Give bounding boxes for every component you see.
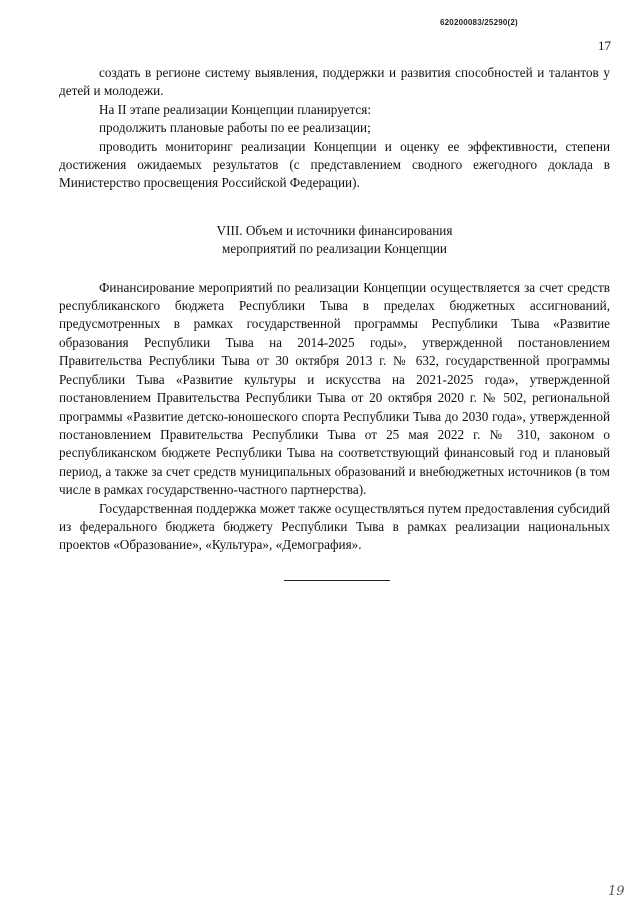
paragraph-financing: Финансирование мероприятий по реализации Концепции осуществляется за счет средств республиканского бюджета Республики Тыва в пределах бюджетных ассигнований, предусмотренных в рамках государственной программы Республики Тыва «Развитие образования Республики Тыва на 2014-2025 годы», утвержденной постановлением Правительства Республики Тыва от 30 октября 2013 г. № 632, государственной программы Республики Тыва «Развитие культуры и искусства на 2021-2025 года», утвержденной постановлением Правительства Республики Тыва от 20 октября 2020 г. № 502, региональной программы «Развитие детско-юношеского спорта Республики Тыва до 2030 года», утвержденной постановлением Правительства Республики Тыва от 25 мая 2022 г. № 310, законом о республиканском бюджете Республики Тыва на соответствующий финансовый год и плановый период, а также за счет средств муниципальных образований и внебюджетных источников (в том числе в рамках государственно-частного партнерства). — [59, 279, 610, 498]
handwritten-page-mark: 19 — [608, 884, 625, 899]
document-code: 620200083/25290(2) — [440, 18, 518, 27]
document-body — [59, 64, 610, 555]
section-heading-line-2: мероприятий по реализации Концепции — [222, 241, 447, 257]
closing-rule — [284, 580, 390, 581]
paragraph-2: На II этапе реализации Концепции планируется: — [99, 101, 372, 117]
paragraph-4: проводить мониторинг реализации Концепции и оценку ее эффективности, степени достижения ожидаемых результатов (с представлением сводного ежегодного доклада в Министерство просвещения Российской Федерации). — [59, 138, 610, 191]
paragraph-state-support: Государственная поддержка может также осуществляться путем предоставления субсидий из федерального бюджета бюджету Республики Тыва в рамках реализации национальных проектов «Образование», «Культура», «Демография». — [59, 500, 610, 553]
paragraph-3: продолжить плановые работы по ее реализации; — [99, 120, 371, 136]
page-number: 17 — [598, 38, 611, 53]
section-heading-line-1: VIII. Объем и источники финансирования — [216, 222, 453, 238]
section-heading — [59, 222, 610, 259]
paragraph-1: создать в регионе систему выявления, поддержки и развития способностей и талантов у детей и молодежи. — [59, 65, 610, 99]
